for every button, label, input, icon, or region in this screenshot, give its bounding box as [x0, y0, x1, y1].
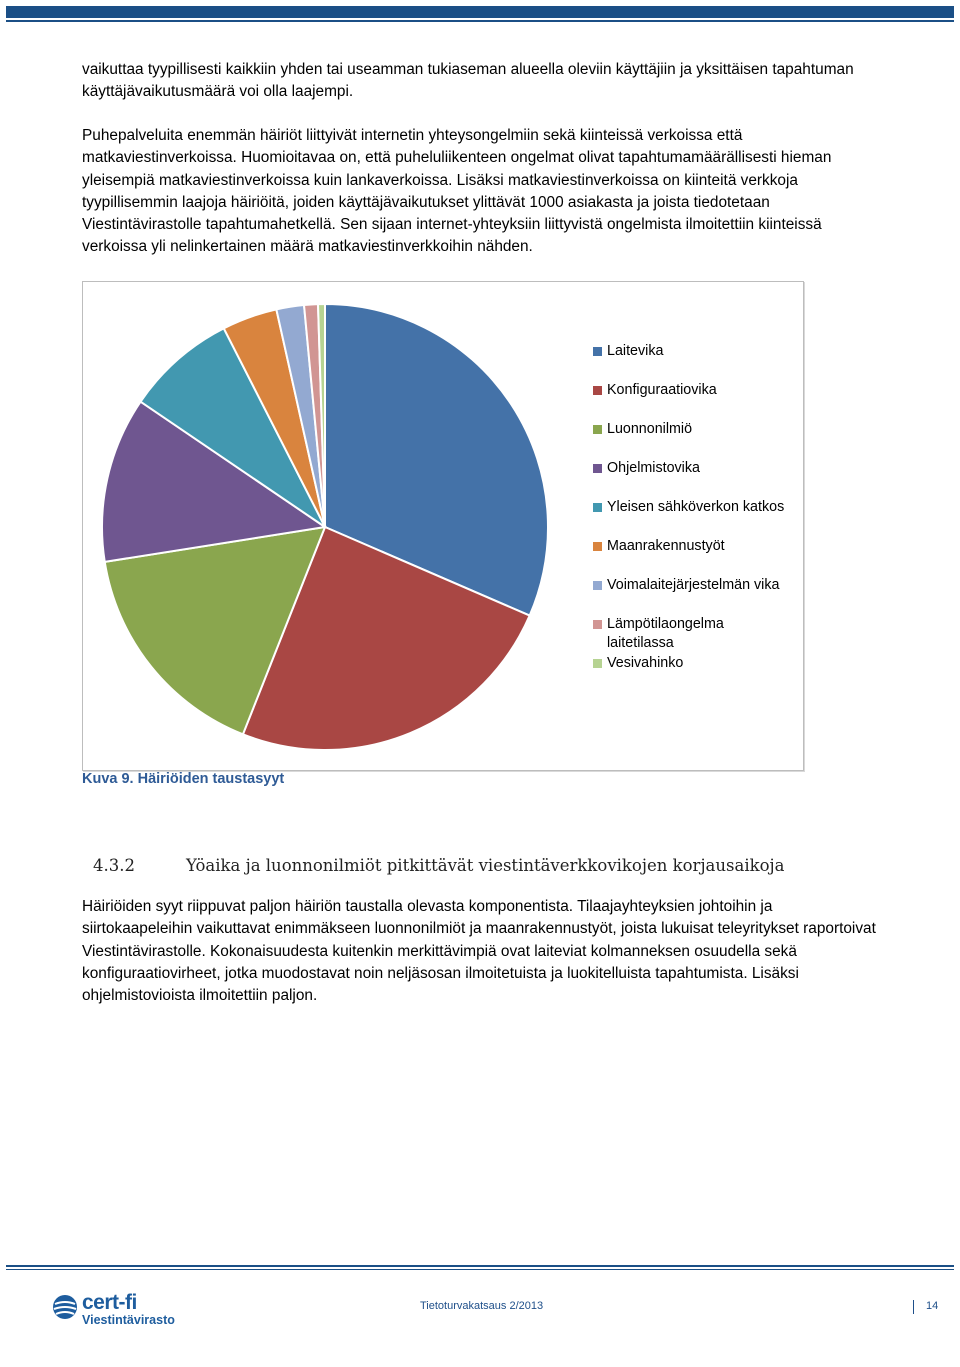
- legend-swatch: [593, 425, 602, 434]
- pie-chart: [82, 281, 804, 771]
- page-number: 14: [926, 1300, 939, 1312]
- legend-label: Luonnonilmiö: [607, 421, 693, 437]
- logo-name: cert-fi: [82, 1291, 137, 1314]
- figure-caption: Kuva 9. Häiriöiden taustasyyt: [82, 771, 285, 787]
- legend-swatch: [593, 620, 602, 629]
- footer-rule: [6, 1265, 954, 1273]
- legend-label: Vesivahinko: [607, 655, 684, 671]
- legend-label: Konfiguraatiovika: [607, 382, 717, 398]
- top-rule-thin: [6, 20, 954, 22]
- section-title: Yöaika ja luonnonilmiöt pitkittävät viestintäverkkovikojen korjausaikoja: [186, 856, 785, 875]
- legend-label: Maanrakennustyöt: [607, 538, 725, 554]
- top-rule: [6, 6, 954, 24]
- paragraph-3: Häiriöiden syyt riippuvat paljon häiriön taustalla olevasta komponentista. Tilaajayhteyksien johtoihin ja siirtokaapeleihin vaikuttavat enimmäkseen luonnonilmiöt ja maanrakennustyöt, joista lukuisat teleyritykset raportoivat Viestintävirastolle. Kokonaisuudesta kuitenkin merkittävimpiä ovat laiteviat kolmanneksen osuudella sekä konfiguraatiovirheet, jotka muodostavat noin neljäsosan ilmoitetuista ja luokitelluista tapahtumista. Lisäksi ohjelmistovioista ilmoitettiin paljon.: [82, 898, 876, 1005]
- paragraph-2: Puhepalveluita enemmän häiriöt liittyivät internetin yhteysongelmiin sekä kiinteissä verkoissa että matkaviestinverkoissa. Huomioitavaa on, että puheluliikenteen ongelmat olivat tapahtumamäärällisesti hieman yleisempiä matkaviestinverkoissa kuin lankaverkoissa. Lisäksi matkaviestinverkoissa on kiinteitä verkkoja tyypillisemmin laajoja häiriöitä, joiden käyttäjävaikutukset ylittävät 1000 asiakasta ja joista tiedotetaan Viestintävirastolle tapahtumahetkellä. Sen sijaan internet-yhteyksiin liittyvistä ongelmista ilmoitettiin kiinteissä verkoissa yli nelinkertainen määrä matkaviestinverkkoihin nähden.: [82, 127, 832, 256]
- legend-label: Laitevika: [607, 343, 664, 359]
- footer-separator: [913, 1300, 914, 1314]
- legend-swatch: [593, 659, 602, 668]
- legend-swatch: [593, 503, 602, 512]
- legend-label: Lämpötilaongelma laitetilassa: [607, 616, 724, 651]
- globe-icon: [52, 1294, 78, 1320]
- cert-fi-logo: [52, 1292, 192, 1332]
- paragraph-1: vaikuttaa tyypillisesti kaikkiin yhden tai useamman tukiaseman alueella oleviin käyttäjiin ja yksittäisen tapahtuman käyttäjävaikutusmäärä voi olla laajempi.: [82, 61, 854, 101]
- footer-rule-thin: [6, 1269, 954, 1270]
- legend-label: Ohjelmistovika: [607, 460, 700, 476]
- legend-swatch: [593, 386, 602, 395]
- legend-swatch: [593, 347, 602, 356]
- footer-publication: Tietoturvakatsaus 2/2013: [420, 1300, 544, 1312]
- logo-subtitle: Viestintävirasto: [82, 1313, 175, 1327]
- legend-swatch: [593, 581, 602, 590]
- footer-rule-thick: [6, 1265, 954, 1267]
- section-number: 4.3.2: [93, 856, 135, 875]
- legend-label: Voimalaitejärjestelmän vika: [607, 577, 780, 593]
- legend-swatch: [593, 542, 602, 551]
- legend-swatch: [593, 464, 602, 473]
- top-rule-thick: [6, 6, 954, 18]
- legend-label: Yleisen sähköverkon katkos: [607, 499, 785, 515]
